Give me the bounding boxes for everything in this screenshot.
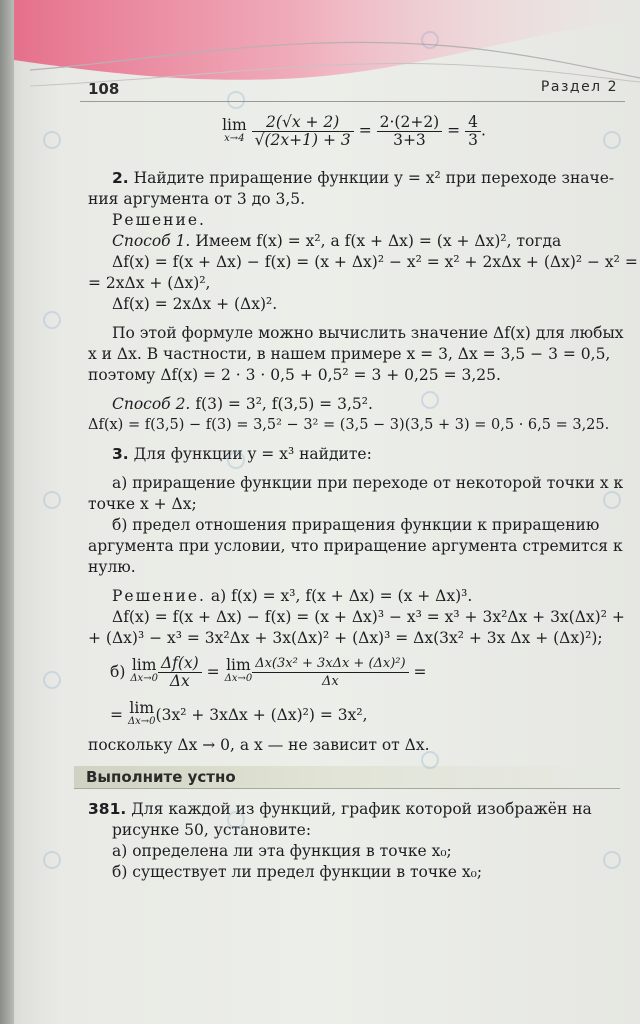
task2-solution-label: Решение.: [112, 211, 206, 229]
limit-operator-2: [225, 658, 253, 686]
task3-sol-line2: Δf(x) = f(x + Δx) − f(x) = (x + Δx)³ − x³ = x³ + 3x²Δx + 3x(Δx)² +: [112, 608, 625, 626]
method1-line1-text: Имеем f(x) = x², а f(x + Δx) = (x + Δx)², тогда: [195, 232, 562, 250]
page-number: 108: [88, 80, 120, 98]
fraction-1: [252, 114, 354, 149]
task3-solution-a: [88, 586, 620, 607]
task2-method1-line3: = 2xΔx + (Δx)²,: [88, 274, 211, 292]
lim-subscript: x→4: [224, 132, 245, 144]
task2-line1-text: Найдите приращение функции y = x² при переходе значе-: [133, 169, 615, 187]
task381-a: а) определена ли эта функция в точке x₀;: [112, 842, 452, 860]
fraction-1-den: √(2x+1) + 3: [254, 131, 351, 149]
task2-method1-line1: [88, 231, 620, 252]
section-label: Раздел 2: [540, 79, 618, 95]
task3-sol-a-text: а) f(x) = x³, f(x + Δx) = (x + Δx)³.: [210, 587, 473, 605]
task3-reason: поскольку Δx → 0, а x — не зависит от Δx.: [88, 736, 430, 754]
task381-b: б) существует ли предел функции в точке x₀;: [112, 863, 483, 881]
expanded-fraction-den: Δx: [322, 673, 339, 689]
task2-para-line2: x и Δx. В частности, в нашем примере x = 3, Δx = 3,5 − 3 = 0,5,: [88, 345, 611, 363]
task2-method2-line2: Δf(x) = f(3,5) − f(3) = 3,5² − 3² = (3,5 − 3)(3,5 + 3) = 0,5 · 6,5 = 3,25.: [88, 417, 610, 433]
task2-method2-line1: [88, 394, 620, 415]
lim-text-3: lim: [129, 699, 155, 717]
task3-b-line1: б) предел отношения приращения функции к приращению: [112, 516, 600, 534]
task381-number: 381.: [88, 800, 127, 818]
task2-statement-line1: [88, 168, 620, 189]
limit-operator-1: [130, 658, 158, 686]
formula-limit-result: [88, 110, 620, 168]
lim-subscript-1: Δx→0: [130, 673, 158, 684]
oral-exercises-title: Выполните устно: [86, 768, 236, 786]
delta-fraction-num: Δf(x): [158, 655, 202, 673]
task3-limit-formula: [88, 649, 620, 695]
task381-line1: [88, 799, 620, 820]
fraction-3-num: 4: [465, 114, 481, 132]
task3-sol-line3: + (Δx)³ − x³ = 3x²Δx + 3x(Δx)² + (Δx)³ = Δx(3x² + 3x Δx + (Δx)²);: [88, 629, 603, 647]
header-rule: [80, 101, 625, 102]
task2-method1-line4: Δf(x) = 2xΔx + (Δx)².: [112, 295, 278, 313]
delta-fraction-den: Δx: [169, 671, 190, 690]
method2-label: Способ 2.: [112, 395, 191, 413]
task381-line2: рисунке 50, установите:: [112, 821, 312, 839]
task2-number: 2.: [112, 169, 129, 187]
equals-a: =: [206, 662, 220, 681]
fraction-3: [465, 114, 481, 149]
limit-operator: [222, 115, 247, 146]
task3-statement: [88, 444, 620, 465]
task3-number: 3.: [112, 445, 129, 463]
b-prefix: б): [110, 662, 126, 681]
fraction-2-den: 3+3: [393, 131, 426, 149]
expanded-fraction: [252, 655, 408, 690]
lim-subscript-2: Δx→0: [224, 673, 253, 684]
fraction-1-num: 2(√x + 2): [252, 114, 354, 132]
task3-b-line3: нулю.: [88, 558, 136, 576]
task2-para-line3: поэтому Δf(x) = 2 · 3 · 0,5 + 0,5² = 3 + 0,25 = 3,25.: [88, 366, 501, 384]
oral-exercises-banner: [74, 766, 620, 789]
lim-text-2: lim: [226, 656, 251, 674]
fraction-2: [377, 114, 443, 149]
lim-text: lim: [222, 115, 247, 134]
method1-label: Способ 1.: [112, 232, 191, 250]
task3-limit-result: [88, 695, 620, 735]
task3-line1-text: Для функции y = x³ найдите:: [133, 445, 372, 463]
task2-method1-line2: Δf(x) = f(x + Δx) − f(x) = (x + Δx)² − x² = x² + 2xΔx + (Δx)² − x² =: [112, 253, 638, 271]
task3-b-line2: аргумента при условии, что приращение аргумента стремится к: [88, 537, 623, 555]
result-expression: (3x² + 3xΔx + (Δx)²) = 3x²,: [155, 705, 368, 724]
task3-solution-label: Решение.: [112, 587, 206, 605]
lim-text-1: lim: [131, 656, 157, 674]
equals-b: =: [413, 662, 427, 681]
page-content: [86, 110, 638, 883]
expanded-fraction-num: Δx(3x² + 3xΔx + (Δx)²): [252, 655, 408, 673]
period: .: [480, 121, 486, 140]
task2-statement-line2: ния аргумента от 3 до 3,5.: [88, 190, 306, 208]
limit-operator-3: [128, 701, 156, 729]
task2-para-line1: По этой формуле можно вычислить значение Δf(x) для любых: [112, 324, 624, 342]
method2-line1-text: f(3) = 3², f(3,5) = 3,5².: [195, 395, 373, 413]
task3-a-line1: а) приращение функции при переходе от некоторой точки x к: [112, 474, 624, 492]
fraction-3-den: 3: [468, 131, 478, 149]
delta-fraction: [158, 655, 202, 690]
lim-subscript-3: Δx→0: [127, 716, 156, 727]
equals-c: =: [110, 705, 123, 724]
equals-1: =: [358, 121, 372, 140]
equals-2: =: [447, 121, 461, 140]
page-spine-shadow: [0, 0, 14, 1024]
task3-a-line2: точке x + Δx;: [88, 495, 197, 513]
task381-line1-text: Для каждой из функций, график которой изображён на: [131, 800, 592, 818]
fraction-2-num: 2·(2+2): [377, 114, 443, 132]
